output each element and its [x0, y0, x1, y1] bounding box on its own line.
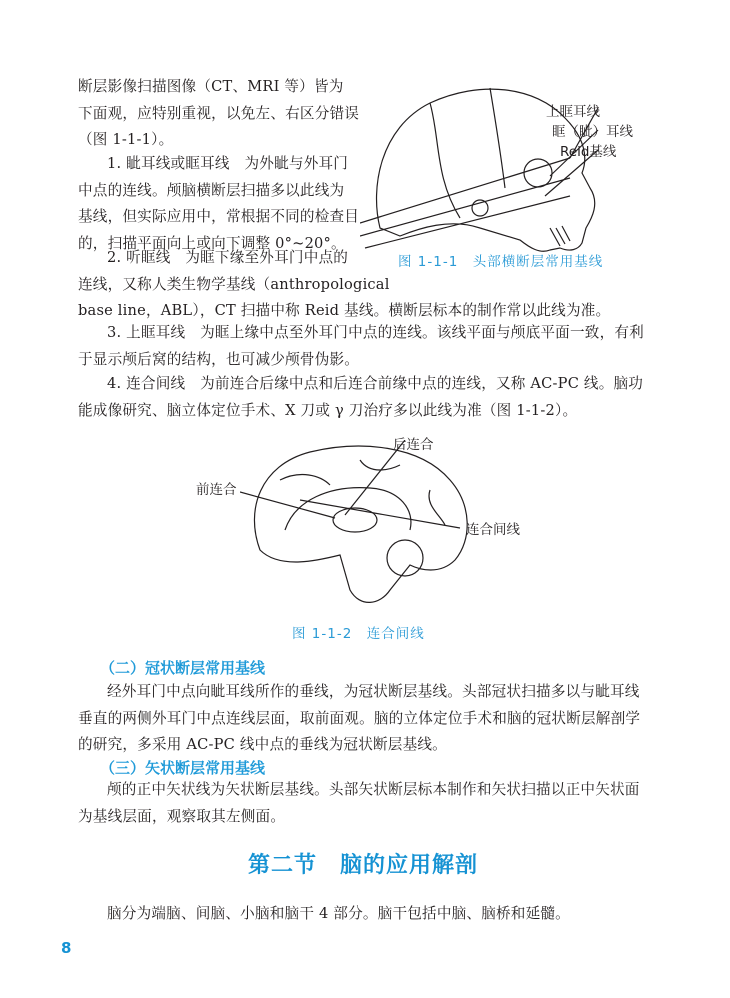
figure-2-caption: 图 1-1-2 连合间线 — [292, 626, 425, 642]
text-line: 经外耳门中点向眦耳线所作的垂线，为冠状断层基线。头部冠状扫描多以与眦耳线 — [107, 683, 640, 700]
text-line: （图 1-1-1）。 — [78, 131, 174, 148]
text-line: 1. 眦耳线或眶耳线 为外眦与外耳门 — [107, 155, 349, 172]
sagittal-paragraph — [78, 777, 658, 830]
coronal-paragraph — [78, 679, 658, 759]
text-line: 的，扫描平面向上或向下调整 0°~20°。 — [78, 234, 346, 252]
intro-paragraph — [78, 74, 368, 154]
figure-1-caption: 图 1-1-1 头部横断层常用基线 — [398, 254, 604, 270]
brain-illustration — [240, 440, 480, 610]
item-4-paragraph — [78, 371, 658, 424]
section-title: 第二节 脑的应用解剖 — [248, 853, 479, 878]
item-3-paragraph — [78, 320, 658, 373]
text-line: 的研究，多采用 AC-PC 线中点的垂线为冠状断层基线。 — [78, 736, 447, 753]
section-2-paragraph — [78, 901, 658, 928]
text-line: 2. 听眶线 为眶下缘至外耳门中点的 — [107, 249, 349, 266]
text-line: base line，ABL），CT 扫描中称 Reid 基线。横断层标本的制作常以此线为准。 — [78, 302, 611, 319]
text-line: 连线，又称人类生物学基线（anthropological — [78, 275, 390, 293]
text-line: 基线，但实际应用中，常根据不同的检查目 — [78, 208, 360, 225]
text-line: 中点的连线。颅脑横断层扫描多以此线为 — [78, 181, 345, 199]
text-line: 为基线层面，观察取其左侧面。 — [78, 807, 286, 825]
text-line: 3. 上眶耳线 为眶上缘中点至外耳门中点的连线。该线平面与颅底平面一致，有利 — [107, 324, 644, 341]
figure-brain-acpc — [240, 440, 480, 610]
item-1-paragraph — [78, 151, 368, 257]
text-line: 于显示颅后窝的结构，也可减少颅骨伪影。 — [78, 350, 360, 368]
text-line: 脑分为端脑、间脑、小脑和脑干 4 部分。脑干包括中脑、脑桥和延髓。 — [107, 905, 570, 922]
text-line: 颅的正中矢状线为矢状断层基线。头部矢状断层标本制作和矢状扫描以正中矢状面 — [107, 781, 640, 798]
label-posterior-commissure: 后连合 — [393, 437, 434, 453]
label-orbitomeatal-line: 眶（眦）耳线 — [552, 124, 633, 140]
text-line: 能成像研究、脑立体定位手术、X 刀或 γ 刀治疗多以此线为准（图 1-1-2）。 — [78, 401, 578, 419]
skull-illustration — [360, 78, 660, 268]
page-number: 8 — [61, 939, 72, 957]
text-line: 断层影像扫描图像（CT、MRI 等）皆为 — [78, 78, 344, 95]
figure-skull-baselines — [360, 78, 660, 268]
subsection-title-sagittal: （三）矢状断层常用基线 — [100, 759, 266, 777]
subsection-title-coronal: （二）冠状断层常用基线 — [100, 659, 266, 677]
text-line: 垂直的两侧外耳门中点连线层面，取前面观。脑的立体定位手术和脑的冠状断层解剖学 — [78, 709, 641, 727]
label-anterior-commissure: 前连合 — [196, 482, 237, 498]
label-intercommissural-line: 连合间线 — [466, 522, 520, 538]
label-supraorbitomeatal-line: 上眶耳线 — [546, 104, 600, 120]
label-reid-baseline: Reid基线 — [560, 144, 617, 160]
text-line: 下面观，应特别重视，以免左、右区分错误 — [78, 104, 360, 122]
text-line: 4. 连合间线 为前连合后缘中点和后连合前缘中点的连线，又称 AC-PC 线。脑功 — [107, 375, 644, 392]
